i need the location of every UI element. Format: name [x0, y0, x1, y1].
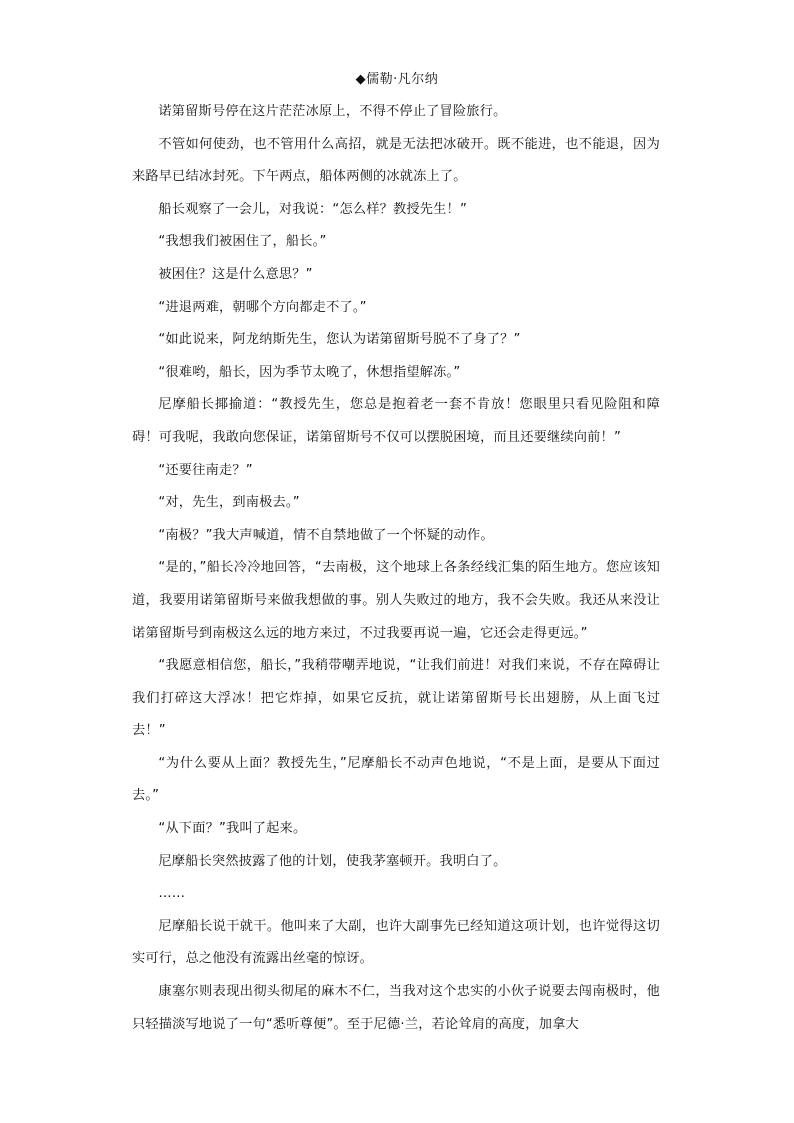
paragraph: “南极？”我大声喊道，情不自禁地做了一个怀疑的动作。 [158, 527, 494, 543]
paragraph: “为什么要从上面？教授先生，”尼摩船长不动声色地说，“不是上面，是要从下面过去。” [132, 755, 660, 804]
paragraph: 船长观察了一会儿，对我说：“怎么样？教授先生！” [158, 201, 467, 217]
paragraph: 被困住？这是什么意思？” [158, 266, 313, 282]
paragraph: “还要往南走？” [158, 462, 253, 478]
paragraph: 诺第留斯号停在这片茫茫冰原上，不得不停止了冒险旅行。 [158, 104, 507, 119]
author-heading: ◆儒勒·凡尔纳 [355, 72, 439, 87]
ellipsis-line: …… [158, 886, 186, 902]
paragraph: “如此说来，阿龙纳斯先生，您认为诺第留斯号脱不了身了？” [158, 332, 521, 348]
paragraph: “我愿意相信您，船长，”我稍带嘲弄地说，“让我们前进！对我们来说，不存在障碍让我们打碎这大浮冰！把它炸掉，如果它反抗，就让诺第留斯号长出翅膀，从上面飞过去！” [132, 658, 660, 739]
paragraph: 尼摩船长突然披露了他的计划，使我茅塞顿开。我明白了。 [158, 853, 507, 869]
paragraph: “很难哟，船长，因为季节太晚了，休想指望解冻。” [158, 364, 461, 380]
paragraph: “我想我们被困住了，船长。” [158, 234, 327, 250]
paragraph: 康塞尔则表现出彻头彻尾的麻木不仁，当我对这个忠实的小伙子说要去闯南极时，他只轻描淡写地说了一句“悉听尊便”。至于尼德·兰，若论耸肩的高度，加拿大 [132, 984, 660, 1032]
paragraph: 不管如何使劲，也不管用什么高招，就是无法把冰破开。既不能进，也不能退，因为来路早已结冰封死。下午两点，船体两侧的冰就冻上了。 [132, 136, 660, 185]
paragraph: “从下面？”我叫了起来。 [158, 821, 307, 837]
paragraph: 尼摩船长说干就干。他叫来了大副，也许大副事先已经知道这项计划，也许觉得这切实可行，总之他没有流露出丝毫的惊讶。 [132, 918, 660, 967]
paragraph: “是的，”船长冷冷地回答，“去南极，这个地球上各条经线汇集的陌生地方。您应该知道，我要用诺第留斯号来做我想做的事。别人失败过的地方，我不会失败。我还从来没让诺第留斯号到南极这么远的地方来过，不过我要再说一遍，它还会走得更远。” [132, 560, 660, 641]
paragraph: “进退两难，朝哪个方向都走不了。” [158, 299, 367, 315]
paragraph: 尼摩船长揶揄道：“教授先生，您总是抱着老一套不肯放！您眼里只看见险阻和障碍！可我呢，我敢向您保证，诺第留斯号不仅可以摆脱困境，而且还要继续向前！” [132, 397, 660, 445]
document-body [132, 96, 660, 1041]
paragraph: “对，先生，到南极去。” [158, 495, 300, 511]
